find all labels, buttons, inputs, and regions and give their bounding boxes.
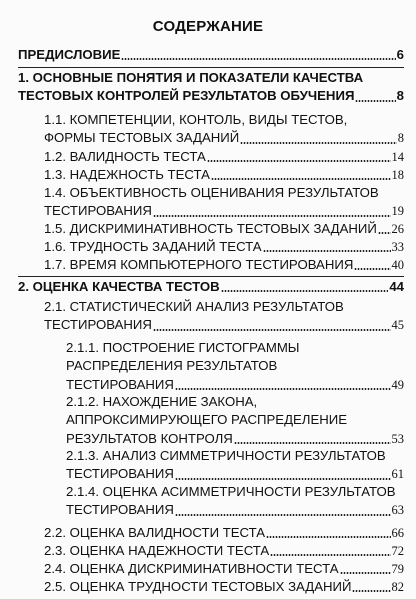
dot-leader <box>175 388 391 390</box>
toc-entry[interactable] <box>44 542 404 560</box>
toc-entry-text: 1.1. КОМПЕТЕНЦИИ, КОНТОЛЬ, ВИДЫ ТЕСТОВ, <box>44 112 348 127</box>
toc-page-number: 44 <box>389 279 404 294</box>
dot-leader <box>153 329 391 331</box>
toc-entry-text: 2.5. ОЦЕНКА ТРУДНОСТИ ТЕСТОВЫХ ЗАДАНИЙ <box>44 579 352 594</box>
toc-page-number: 19 <box>391 204 404 219</box>
toc-page-number: 82 <box>391 580 404 594</box>
dot-leader <box>270 554 390 556</box>
toc-page-number: 33 <box>391 240 404 254</box>
toc-entry[interactable] <box>66 447 404 484</box>
toc-entry-text: ФОРМЫ ТЕСТОВЫХ ЗАДАНИЙ <box>44 130 240 146</box>
dot-leader <box>266 536 390 538</box>
toc-entry-text: 2.4. ОЦЕНКА ДИСКРИМИНАТИВНОСТИ ТЕСТА <box>44 561 339 576</box>
dot-leader <box>263 250 391 252</box>
toc-entry-text: 1.4. ОБЪЕКТИВНОСТЬ ОЦЕНИВАНИЯ РЕЗУЛЬТАТОВ <box>44 185 379 200</box>
dot-leader <box>240 142 397 144</box>
toc-page-number: 14 <box>391 150 404 164</box>
dot-leader <box>378 232 391 234</box>
dot-leader <box>175 478 391 480</box>
toc-page-number: 49 <box>391 377 404 392</box>
toc-entry[interactable] <box>18 278 404 296</box>
toc-page-number: 18 <box>391 168 404 182</box>
toc-entry-text: РЕЗУЛЬТАТОВ КОНТРОЛЯ <box>66 430 233 446</box>
dot-leader <box>221 290 389 292</box>
toc-entry-text: ПРЕДИСЛОВИЕ <box>18 47 121 62</box>
toc-entry-text: РАСПРЕДЕЛЕНИЯ РЕЗУЛЬТАТОВ <box>66 358 278 374</box>
dot-leader <box>340 572 391 574</box>
toc-page-number: 40 <box>391 258 404 272</box>
toc-entry[interactable] <box>44 220 404 238</box>
toc-entry[interactable] <box>44 238 404 256</box>
toc-entry-text: 2.1.4. ОЦЕНКА АСИММЕТРИЧНОСТИ РЕЗУЛЬТАТОВ <box>66 484 396 499</box>
toc-entry-text: 2.3. ОЦЕНКА НАДЕЖНОСТИ ТЕСТА <box>44 543 270 558</box>
toc-entry[interactable] <box>44 166 404 184</box>
toc-entry-text: 2.1.2. НАХОЖДЕНИЕ ЗАКОНА, <box>66 394 258 409</box>
toc-entry[interactable] <box>44 560 404 578</box>
toc-entry-text: 2.1.3. АНАЛИЗ СИММЕТРИЧНОСТИ РЕЗУЛЬТАТОВ <box>66 448 386 463</box>
dot-leader <box>352 590 390 592</box>
toc-entry[interactable] <box>66 339 404 394</box>
dot-leader <box>175 514 391 516</box>
toc-entry[interactable] <box>44 256 404 274</box>
toc-entry[interactable] <box>44 148 404 166</box>
toc-entry-text: ТЕСТИРОВАНИЯ <box>44 317 152 333</box>
toc-entry[interactable] <box>66 483 404 520</box>
dot-leader <box>207 160 391 162</box>
section-rule <box>18 67 404 68</box>
toc-entry-text: ТЕСТИРОВАНИЯ <box>66 502 174 518</box>
toc-entry-text: 1.2. ВАЛИДНОСТЬ ТЕСТА <box>44 149 206 164</box>
toc-page-number: 45 <box>391 318 404 333</box>
dot-leader <box>153 215 391 217</box>
toc-entry[interactable] <box>66 393 404 448</box>
toc-entry[interactable] <box>44 578 404 596</box>
toc-page-number: 63 <box>391 503 404 518</box>
dot-leader <box>121 58 395 60</box>
toc-page-number: 72 <box>391 544 404 558</box>
toc-page-number: 26 <box>391 222 404 236</box>
toc-page-number: 53 <box>391 431 404 446</box>
toc-title: СОДЕРЖАНИЕ <box>152 18 264 35</box>
dot-leader <box>211 178 391 180</box>
toc-page-number: 66 <box>391 526 404 540</box>
toc-entry-text: 2.1.1. ПОСТРОЕНИЕ ГИСТОГРАММЫ <box>66 340 300 355</box>
toc-entry-text: АППРОКСИМИРУЮЩЕГО РАСПРЕДЕЛЕНИЕ <box>66 412 348 428</box>
toc-entry-text: 1.5. ДИСКРИМИНАТИВНОСТЬ ТЕСТОВЫХ ЗАДАНИЙ <box>44 221 377 236</box>
toc-entry-text: 2. ОЦЕНКА КАЧЕСТВА ТЕСТОВ <box>18 279 220 294</box>
toc-entry[interactable] <box>44 184 404 221</box>
toc-entry-text: 2.1. СТАТИСТИЧЕСКИЙ АНАЛИЗ РЕЗУЛЬТАТОВ <box>44 299 344 314</box>
toc-entry-text: ТЕСТОВЫХ КОНТРОЛЕЙ РЕЗУЛЬТАТОВ ОБУЧЕНИЯ <box>18 88 355 104</box>
toc-page-number: 8 <box>397 131 404 146</box>
toc-entry-text: 2.2. ОЦЕНКА ВАЛИДНОСТИ ТЕСТА <box>44 525 266 540</box>
toc-entry-text: ТЕСТИРОВАНИЯ <box>66 376 174 392</box>
toc-entry-text: 1.3. НАДЕЖНОСТЬ ТЕСТА <box>44 167 210 182</box>
section-rule <box>18 276 404 277</box>
toc-entry[interactable] <box>44 298 404 335</box>
dot-leader <box>234 442 391 444</box>
toc-entry[interactable] <box>18 46 404 64</box>
toc-entry-text: ТЕСТИРОВАНИЯ <box>44 203 152 219</box>
dot-leader <box>355 100 395 102</box>
dot-leader <box>354 268 390 270</box>
toc-entry[interactable] <box>44 524 404 542</box>
toc-entry-text: ТЕСТИРОВАНИЯ <box>66 466 174 482</box>
toc-page-number: 61 <box>391 467 404 482</box>
toc-page-number: 79 <box>391 562 404 576</box>
toc-entry-text: 1. ОСНОВНЫЕ ПОНЯТИЯ И ПОКАЗАТЕЛИ КАЧЕСТВА <box>18 70 364 85</box>
toc-entry-text: 1.7. ВРЕМЯ КОМПЬЮТЕРНОГО ТЕСТИРОВАНИЯ <box>44 257 354 272</box>
toc-page-number: 6 <box>396 47 404 62</box>
toc-entry[interactable] <box>18 69 404 106</box>
toc-entry[interactable] <box>44 111 404 148</box>
toc-page-number: 8 <box>396 88 404 104</box>
toc-entry-text: 1.6. ТРУДНОСТЬ ЗАДАНИЙ ТЕСТА <box>44 239 262 254</box>
